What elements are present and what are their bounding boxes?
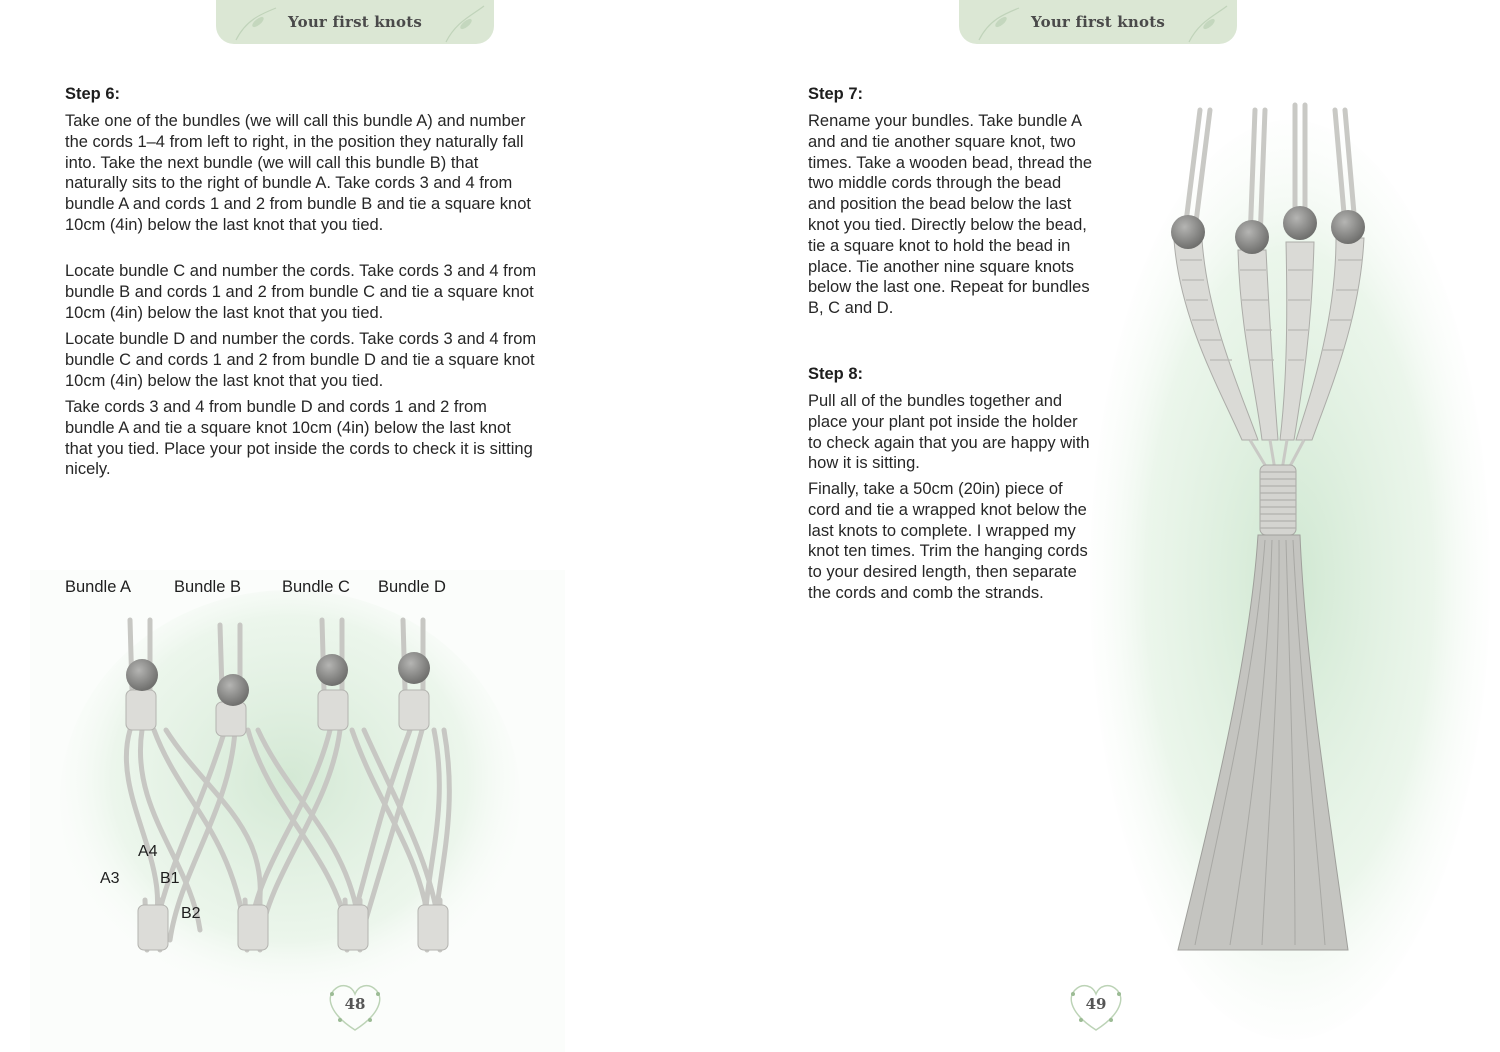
bead-a-icon xyxy=(126,659,158,691)
step-6-paragraph-4: Take cords 3 and 4 from bundle D and cords 1 and 2 from bundle A and tie a square knot 10cm (4in) below the last knot that you tied. Place your pot inside the cords to check it is sitting nicely. xyxy=(65,398,533,479)
step-6-title: Step 6: xyxy=(65,85,121,103)
step-7-title: Step 7: xyxy=(808,85,864,103)
step-8-title: Step 8: xyxy=(808,365,864,383)
page-number-text: 49 xyxy=(1085,995,1107,1013)
bead-b-icon xyxy=(217,674,249,706)
bundle-a-label: Bundle A xyxy=(65,578,132,596)
page-number-49 xyxy=(1061,976,1131,1036)
page-number-48 xyxy=(320,976,390,1036)
bundle-d-label: Bundle D xyxy=(378,578,446,596)
step-7-paragraph: Rename your bundles. Take bundle A and and tie another square knot, two times. Take a wooden bead, thread the two middle cords through the bead and position the bead below the last knot you tied. Directly below the bead, tie a square knot to hold the bead in place. Tie another nine square knots below the last one. Repeat for bundles B, C and D. xyxy=(808,112,1093,318)
bundles-crossing-illustration xyxy=(30,570,565,1052)
chapter-tab xyxy=(216,0,494,44)
bead-d-icon xyxy=(398,652,430,684)
right-page xyxy=(750,0,1500,1052)
plant-hanger-illustration xyxy=(1090,60,1490,1052)
bead-c-icon xyxy=(316,654,348,686)
bead-d-icon xyxy=(1331,210,1365,244)
page-number-text: 48 xyxy=(344,995,366,1013)
cord-label-a4: A4 xyxy=(138,843,158,860)
cord-label-a3: A3 xyxy=(100,870,120,887)
chapter-title: Your first knots xyxy=(288,13,422,31)
bead-b-icon xyxy=(1235,220,1269,254)
cord-label-b2: B2 xyxy=(181,905,201,922)
step-8-paragraph-2: Finally, take a 50cm (20in) piece of cord and tie a wrapped knot below the last knots to complete. I wrapped my knot ten times. Trim the hanging cords to your desired length, then separate the cords and comb the strands. xyxy=(808,480,1088,602)
bead-a-icon xyxy=(1171,215,1205,249)
step-8-paragraph-1: Pull all of the bundles together and place your plant pot inside the holder to check again that you are happy with how it is sitting. xyxy=(808,392,1090,473)
bead-c-icon xyxy=(1283,206,1317,240)
step-6-paragraph-3: Locate bundle D and number the cords. Take cords 3 and 4 from bundle C and cords 1 and 2 from bundle D and tie a square knot 10cm (4in) below the last knot that you tied. xyxy=(65,330,537,390)
chapter-title: Your first knots xyxy=(1031,13,1165,31)
bundle-c-label: Bundle C xyxy=(282,578,350,596)
step-6-paragraph-1: Take one of the bundles (we will call this bundle A) and number the cords 1–4 from left to right, in the position they naturally fall into. Take the next bundle (we will call this bundle B) that naturally sits to the right of bundle A. Take cords 3 and 4 from bundle A and cords 1 and 2 from bundle B and tie a square knot 10cm (4in) below the last knot that you tied. xyxy=(65,112,531,234)
step-6-paragraph-2: Locate bundle C and number the cords. Take cords 3 and 4 from bundle B and cords 1 and 2 from bundle C and tie a square knot 10cm (4in) below the last knot that you tied. xyxy=(65,262,537,322)
chapter-tab xyxy=(959,0,1237,44)
bundle-b-label: Bundle B xyxy=(174,578,241,596)
cord-label-b1: B1 xyxy=(160,870,180,887)
